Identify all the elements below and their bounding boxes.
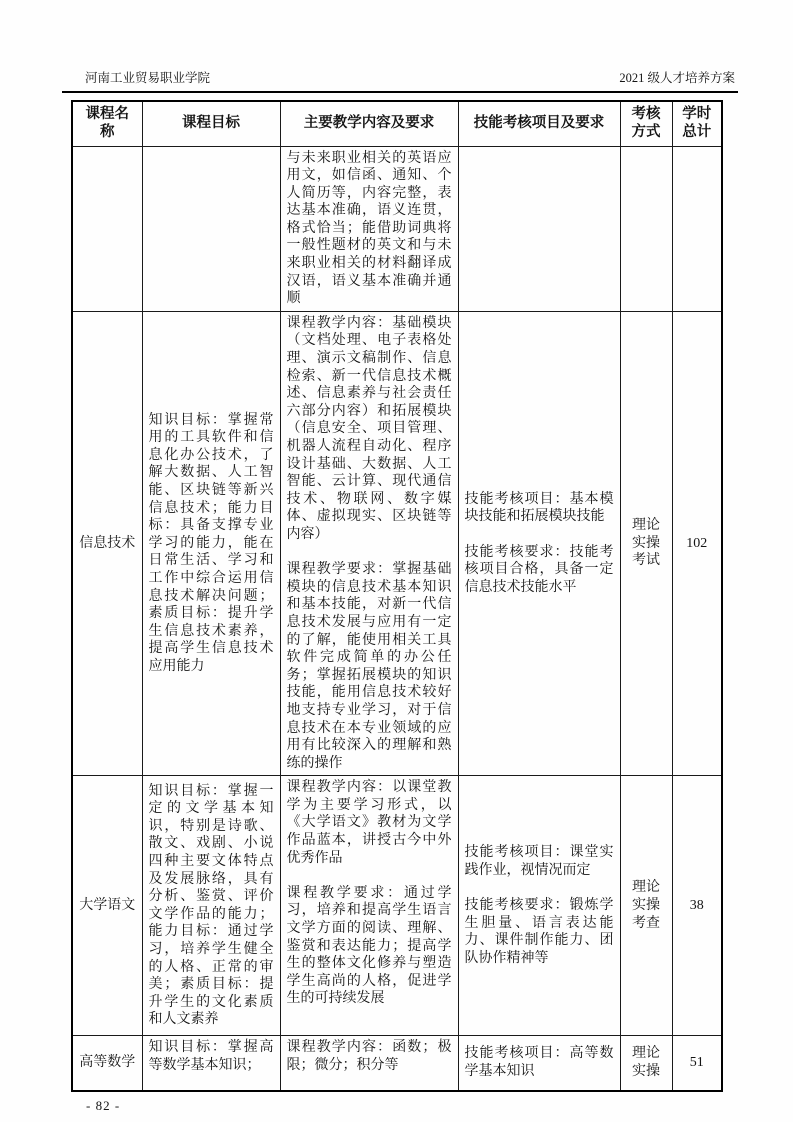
cell-content [280, 311, 458, 775]
cell-content [280, 146, 458, 311]
cell-hours: 38 [672, 776, 722, 1036]
cell-method: 理论实操 [620, 1036, 672, 1091]
cell-objectives [142, 146, 280, 311]
cell-hours: 51 [672, 1036, 722, 1091]
table-row-information-technology [72, 311, 722, 775]
content-paragraph: 课程教学内容：以课堂教学为主要学习形式，以《大学语文》教材为文学作品蓝本，讲授古今中外优秀作品 [286, 780, 452, 866]
assessment-paragraph: 技能考核要求：技能考核项目合格，具备一定信息技术技能水平 [464, 544, 614, 595]
content-paragraph: 课程教学要求：通过学习，培养和提高学生语言文学方面的阅读、理解、鉴赏和表达能力；提高学生的整体文化修养与塑造学生高尚的人格，促进学生的可持续发展 [286, 885, 452, 1007]
cell-method [620, 146, 672, 311]
cell-objectives: 知识目标：掌握常用的工具软件和信息化办公技术，了解大数据、人工智能、区块链等新兴信息技术；能力目标：具备支撑专业学习的能力，能在日常生活、学习和工作中综合运用信息技术解决问题；素质目标：提升学生信息技术素养，提高学生信息技术应用能力 [142, 311, 280, 775]
cell-hours: 102 [672, 311, 722, 775]
column-header-method: 考核方式 [620, 101, 672, 146]
header-plan-title: 2021 级人才培养方案 [619, 71, 735, 85]
assessment-paragraph: 技能考核项目：高等数学基本知识 [464, 1046, 614, 1080]
document-header [85, 70, 735, 86]
cell-content [280, 776, 458, 1036]
cell-method: 理论实操考查 [620, 776, 672, 1036]
assessment-paragraph: 技能考核项目：课堂实践作业，视情况而定 [464, 845, 614, 878]
assessment-paragraph: 技能考核要求：锻炼学生胆量、语言表达能力、课件制作能力、团队协作精神等 [464, 897, 614, 966]
table-row-college-chinese [72, 776, 722, 1036]
cell-course-name [72, 146, 142, 311]
content-paragraph: 课程教学内容：函数；极限；微分；积分等 [286, 1040, 452, 1073]
column-header-assessment: 技能考核项目及要求 [458, 101, 620, 146]
table-row-advanced-mathematics [72, 1036, 722, 1091]
column-header-course-name: 课程名称 [72, 101, 142, 146]
table-header-row [72, 101, 722, 146]
cell-objectives: 知识目标：掌握一定的文学基本知识，特别是诗歌、散文、戏剧、小说四种主要文体特点及发展脉络，具有分析、鉴赏、评价文学作品的能力；能力目标：通过学习，培养学生健全的人格、正常的审美；素质目标：提升学生的文化素质和人文素养 [142, 776, 280, 1036]
column-header-objectives: 课程目标 [142, 101, 280, 146]
assessment-paragraph: 技能考核项目：基本模块技能和拓展模块技能 [464, 491, 614, 525]
course-table [71, 100, 723, 1092]
column-header-hours: 学时总计 [672, 101, 722, 146]
cell-assessment [458, 1036, 620, 1091]
cell-course-name: 大学语文 [72, 776, 142, 1036]
cell-objectives: 知识目标：掌握高等数学基本知识； [142, 1036, 280, 1091]
cell-assessment [458, 146, 620, 311]
content-paragraph: 与未来职业相关的英语应用文，如信函、通知、个人简历等，内容完整，表达基本准确，语义连贯，格式恰当；能借助词典将一般性题材的英文和与未来职业相关的材料翻译成汉语，语义基本准确并通顺 [286, 150, 452, 307]
cell-assessment [458, 776, 620, 1036]
cell-course-name: 信息技术 [72, 311, 142, 775]
content-paragraph: 课程教学内容：基础模块（文档处理、电子表格处理、演示文稿制作、信息检索、新一代信息技术概述、信息素养与社会责任六部分内容）和拓展模块（信息安全、项目管理、机器人流程自动化、程序设计基础、大数据、人工智能、云计算、现代通信技术、物联网、数字媒体、虚拟现实、区块链等内容） [286, 315, 452, 542]
header-divider [62, 91, 738, 93]
content-paragraph: 课程教学要求：掌握基础模块的信息技术基本知识和基本技能，对新一代信息技术发展与应用有一定的了解，能使用相关工具软件完成简单的办公任务；掌握拓展模块的知识技能，能用信息技术较好地支持专业学习，对于信息技术在本专业领域的应用有比较深入的理解和熟练的操作 [286, 562, 452, 771]
cell-method: 理论实操考试 [620, 311, 672, 775]
table-row-continuation [72, 146, 722, 311]
page-number: - 82 - [86, 1097, 121, 1113]
cell-content [280, 1036, 458, 1091]
cell-assessment [458, 311, 620, 775]
column-header-content: 主要教学内容及要求 [280, 101, 458, 146]
cell-course-name: 高等数学 [72, 1036, 142, 1091]
cell-hours [672, 146, 722, 311]
header-school-name: 河南工业贸易职业学院 [85, 71, 211, 85]
